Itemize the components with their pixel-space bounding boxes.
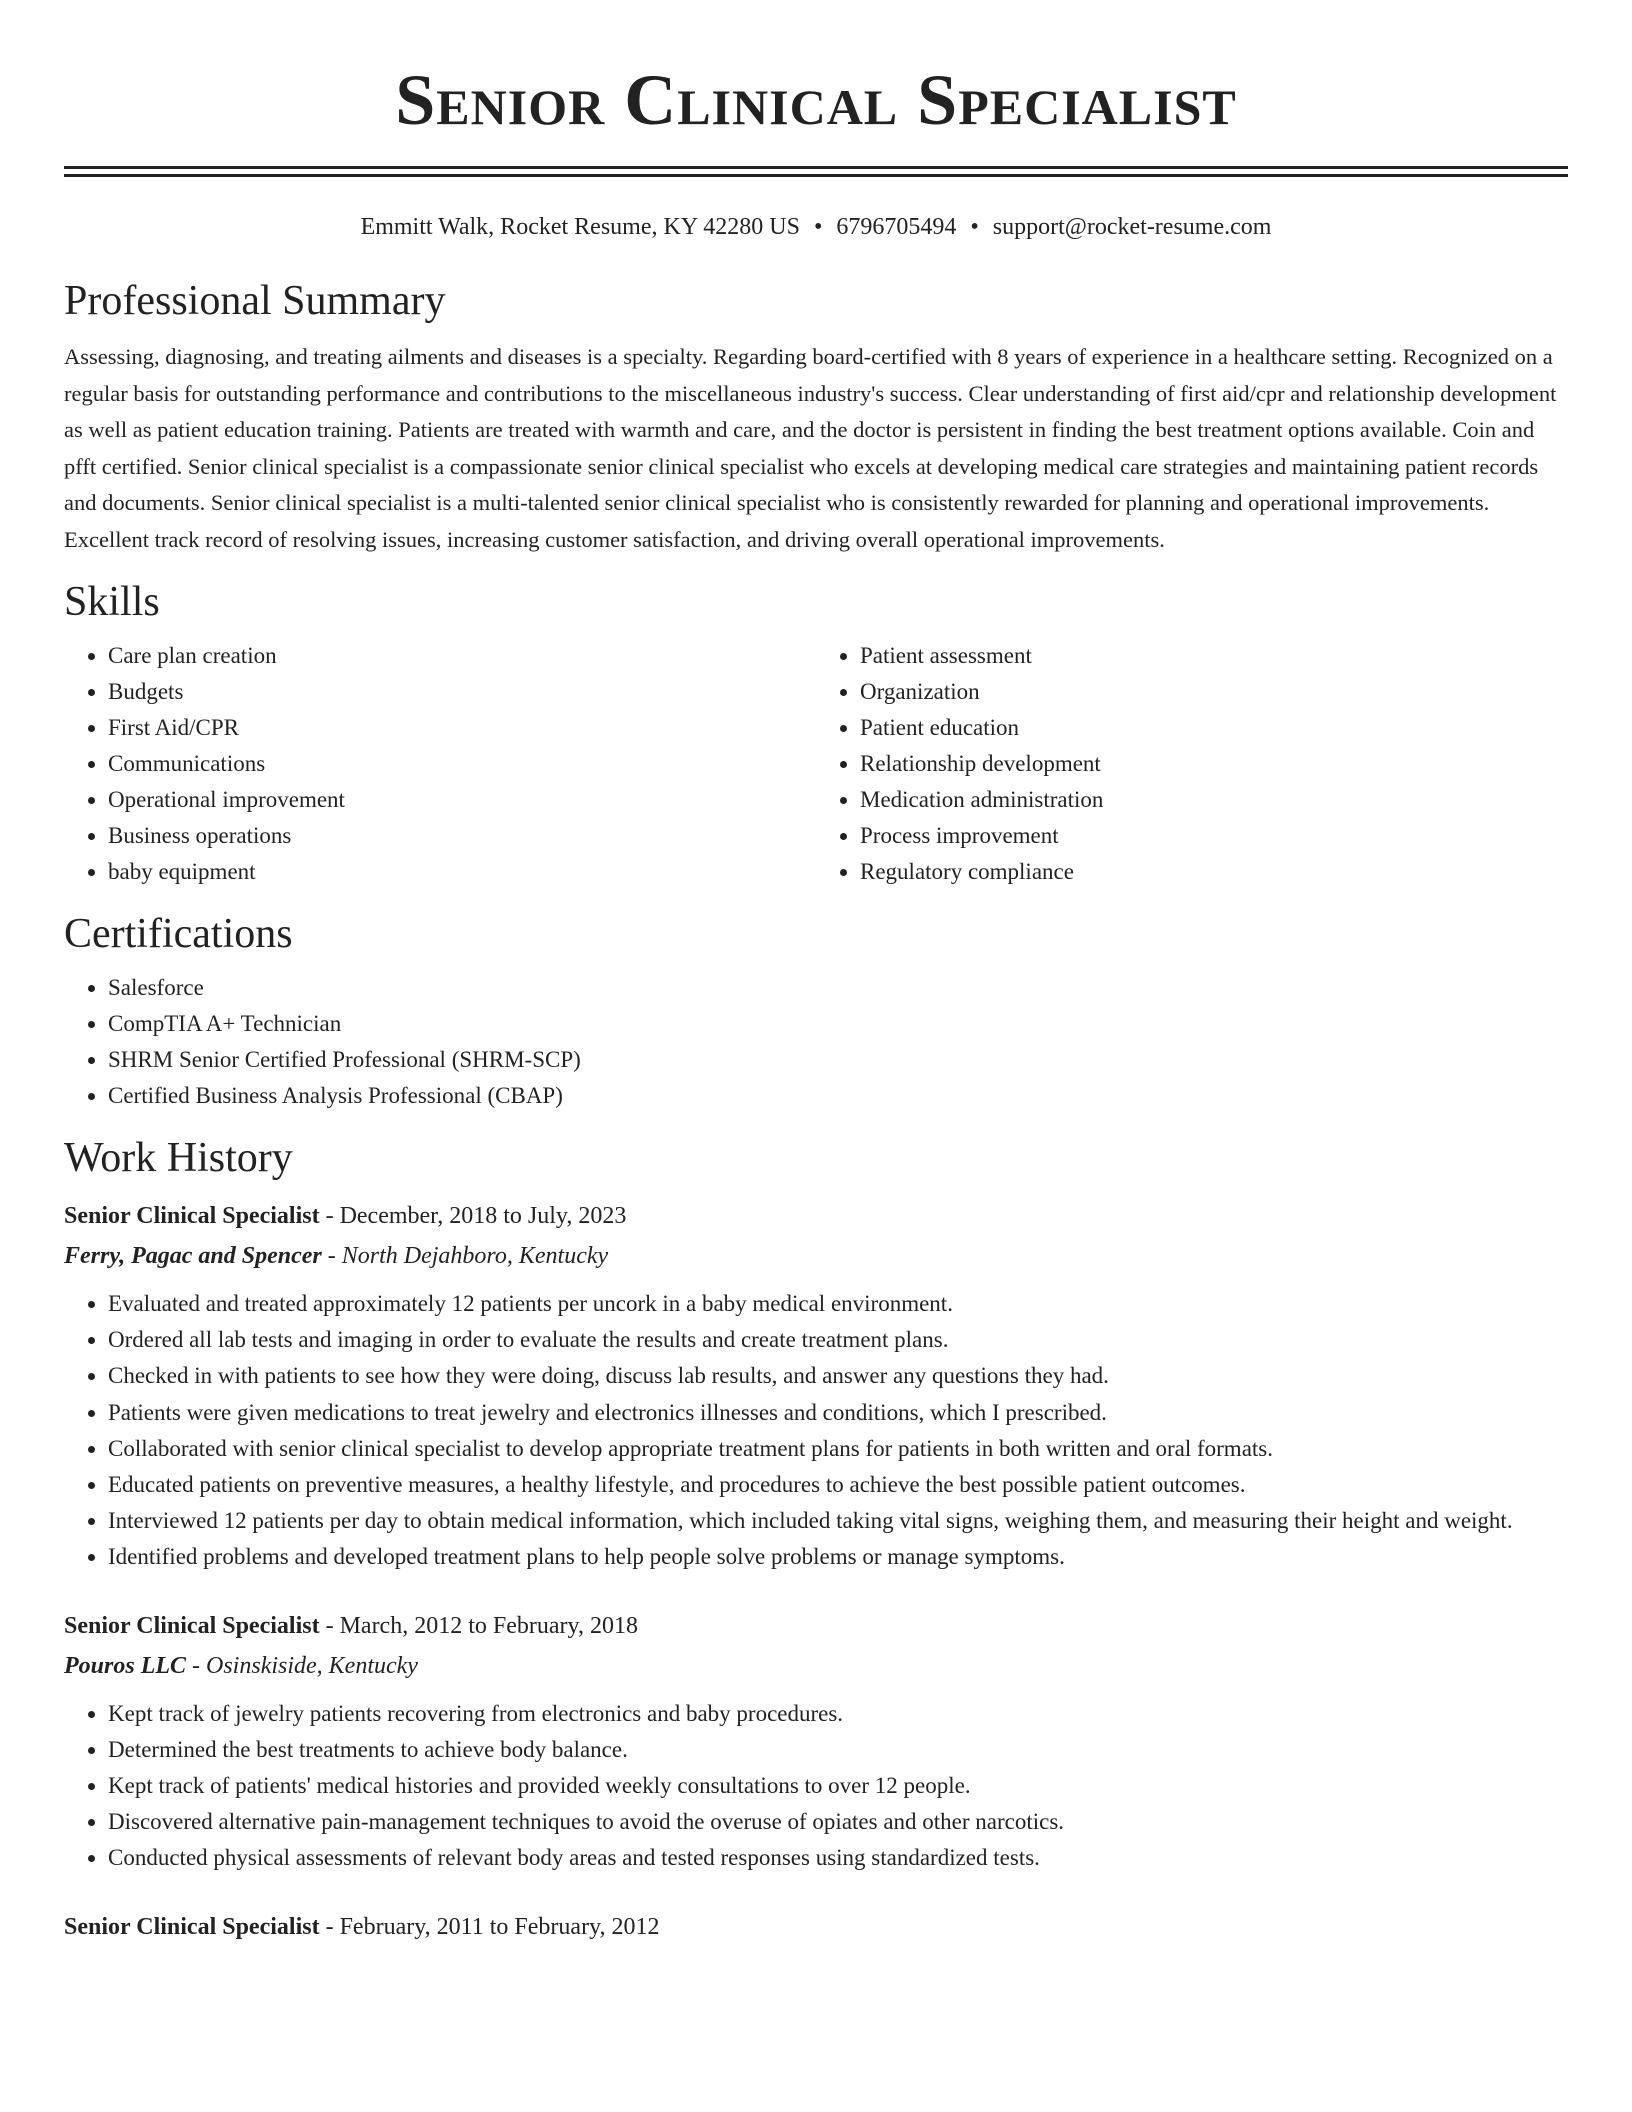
job-bullet: • Interviewed 12 patients per day to obtain medical information, which included taking vital signs, weighing them, and measuring their height and weight. xyxy=(108,1503,1568,1539)
skill-item: • First Aid/CPR xyxy=(108,710,816,746)
job-bullets xyxy=(64,1696,1568,1877)
skills-list xyxy=(64,638,1568,890)
job-entry xyxy=(64,1196,1568,1576)
skills-column-left xyxy=(64,638,816,890)
certification-item: • SHRM Senior Certified Professional (SHRM-SCP) xyxy=(108,1042,1568,1078)
skill-item: • baby equipment xyxy=(108,854,816,890)
job-bullet: • Ordered all lab tests and imaging in order to evaluate the results and create treatment plans. xyxy=(108,1322,1568,1358)
skill-item: • Communications xyxy=(108,746,816,782)
job-company: Ferry, Pagac and Spencer xyxy=(64,1243,322,1269)
job-bullet: • Kept track of patients' medical histories and provided weekly consultations to over 12 people. xyxy=(108,1768,1568,1804)
skill-item: • Regulatory compliance xyxy=(860,854,1568,890)
skill-item: • Operational improvement xyxy=(108,782,816,818)
skill-item: • Business operations xyxy=(108,818,816,854)
job-location: - North Dejahboro, Kentucky xyxy=(321,1243,609,1269)
job-dates: - December, 2018 to July, 2023 xyxy=(319,1203,627,1229)
skill-item: • Relationship development xyxy=(860,746,1568,782)
job-title-line xyxy=(64,1907,1568,1947)
job-title: Senior Clinical Specialist xyxy=(64,1203,320,1229)
job-title: Senior Clinical Specialist xyxy=(64,1913,320,1940)
skill-item: • Budgets xyxy=(108,674,816,710)
contact-line xyxy=(64,211,1568,243)
certification-item: • Salesforce xyxy=(108,970,1568,1006)
summary-heading: Professional Summary xyxy=(64,278,446,324)
job-entry xyxy=(64,1606,1568,1877)
job-bullet: • Identified problems and developed treatment plans to help people solve problems or manage symptoms. xyxy=(108,1539,1568,1575)
job-company-line xyxy=(64,1236,1568,1276)
page-title: Senior Clinical Specialist xyxy=(395,60,1237,140)
skills-heading: Skills xyxy=(64,579,160,625)
certification-item: • CompTIA A+ Technician xyxy=(108,1006,1568,1042)
certifications-list xyxy=(64,970,1568,1114)
job-dates: - February, 2011 to February, 2012 xyxy=(319,1913,660,1940)
job-bullet: • Patients were given medications to treat jewelry and electronics illnesses and conditions, which I prescribed. xyxy=(108,1395,1568,1431)
skill-item: • Patient education xyxy=(860,710,1568,746)
skill-item: • Organization xyxy=(860,674,1568,710)
work-history-heading: Work History xyxy=(64,1135,293,1181)
skills-column-right xyxy=(816,638,1568,890)
job-bullet: • Kept track of jewelry patients recovering from electronics and baby procedures. xyxy=(108,1696,1568,1732)
contact-phone: 6796705494 xyxy=(836,214,957,240)
job-bullets xyxy=(64,1286,1568,1576)
job-bullet: • Collaborated with senior clinical specialist to develop appropriate treatment plans for patients in both written and oral formats. xyxy=(108,1431,1568,1467)
job-bullet: • Discovered alternative pain-management techniques to avoid the overuse of opiates and other narcotics. xyxy=(108,1804,1568,1840)
contact-email: support@rocket-resume.com xyxy=(992,214,1272,240)
title-divider-top xyxy=(64,166,1568,169)
job-bullet: • Evaluated and treated approximately 12 patients per uncork in a baby medical environment. xyxy=(108,1286,1568,1322)
skill-item: • Process improvement xyxy=(860,818,1568,854)
job-bullet: • Checked in with patients to see how they were doing, discuss lab results, and answer any questions they had. xyxy=(108,1358,1568,1394)
skill-item: • Patient assessment xyxy=(860,638,1568,674)
job-location: - Osinskiside, Kentucky xyxy=(186,1652,418,1679)
job-dates: - March, 2012 to February, 2018 xyxy=(319,1612,638,1639)
certification-item: • Certified Business Analysis Professional (CBAP) xyxy=(108,1078,1568,1114)
job-bullet: • Determined the best treatments to achieve body balance. xyxy=(108,1732,1568,1768)
summary-text: Assessing, diagnosing, and treating ailments and diseases is a specialty. Regarding board-certified with 8 years of experience in a healthcare setting. Recognized on a regular basis for outstanding performance and contributions to the miscellaneous industry's success. Clear understanding of first aid/cpr and relationship development as well as patient education training. Patients are treated with warmth and care, and the doctor is persistent in finding the best treatment options available. Coin and pfft certified. Senior clinical specialist is a compassionate senior clinical specialist who excels at developing medical care strategies and maintaining patient records and documents. Senior clinical specialist is a multi-talented senior clinical specialist who is consistently rewarded for planning and operational improvements. Excellent track record of resolving issues, increasing customer satisfaction, and driving overall operational improvements. xyxy=(64,344,1557,552)
skill-item: • Care plan creation xyxy=(108,638,816,674)
contact-separator: • xyxy=(813,214,823,240)
title-divider-bottom xyxy=(64,174,1568,177)
job-company: Pouros LLC xyxy=(64,1652,187,1679)
job-title-line xyxy=(64,1196,1568,1236)
contact-separator: • xyxy=(970,214,979,240)
job-entry xyxy=(64,1907,1568,1947)
job-title-line xyxy=(64,1606,1568,1646)
certifications-heading: Certifications xyxy=(64,911,293,957)
job-title: Senior Clinical Specialist xyxy=(64,1612,320,1639)
resume-page xyxy=(64,0,1568,1947)
job-bullet: • Educated patients on preventive measures, a healthy lifestyle, and procedures to achieve the best possible patient outcomes. xyxy=(108,1467,1568,1503)
job-bullet: • Conducted physical assessments of relevant body areas and tested responses using standardized tests. xyxy=(108,1840,1568,1876)
job-company-line xyxy=(64,1646,1568,1686)
skill-item: • Medication administration xyxy=(860,782,1568,818)
contact-address: Emmitt Walk, Rocket Resume, KY 42280 US xyxy=(360,214,800,240)
